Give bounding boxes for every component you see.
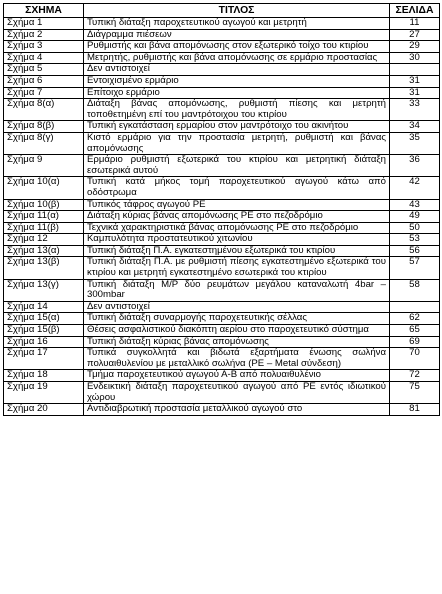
figure-title: Διάγραμμα πιέσεων xyxy=(84,29,390,41)
table-row xyxy=(4,222,440,234)
page-number: 58 xyxy=(390,279,440,301)
figure-title: Ενδεικτική διάταξη παροχετευτικού αγωγού από PE εντός ιδιωτικού χώρου xyxy=(84,382,390,404)
table-row xyxy=(4,29,440,41)
table-row xyxy=(4,325,440,337)
table-row xyxy=(4,41,440,53)
figure-title: Τυπική διάταξη κύριας βάνας απομόνωσης xyxy=(84,336,390,348)
figure-label: Σχήμα 13(α) xyxy=(4,245,84,257)
figure-label: Σχήμα 20 xyxy=(4,404,84,416)
page-number: 27 xyxy=(390,29,440,41)
table-row xyxy=(4,18,440,30)
table-row xyxy=(4,313,440,325)
page-number: 30 xyxy=(390,52,440,64)
page-number: 29 xyxy=(390,41,440,53)
figure-label: Σχήμα 12 xyxy=(4,234,84,246)
table-row xyxy=(4,75,440,87)
figure-label: Σχήμα 18 xyxy=(4,370,84,382)
figure-title: Τυπική διάταξη παροχετευτικού αγωγού και μετρητή xyxy=(84,18,390,30)
figure-label: Σχήμα 17 xyxy=(4,348,84,370)
figure-label: Σχήμα 14 xyxy=(4,301,84,313)
page-number: 49 xyxy=(390,211,440,223)
table-row xyxy=(4,245,440,257)
table-row xyxy=(4,99,440,121)
figure-title: Κιστό ερμάριο για την προστασία μετρητή, ρυθμιστή και βάνας απομόνωσης xyxy=(84,132,390,154)
table-row xyxy=(4,348,440,370)
table-row xyxy=(4,87,440,99)
figure-title: Επίτοιχο ερμάριο xyxy=(84,87,390,99)
figure-label: Σχήμα 4 xyxy=(4,52,84,64)
table-row xyxy=(4,155,440,177)
figure-label: Σχήμα 7 xyxy=(4,87,84,99)
figure-label: Σχήμα 8(γ) xyxy=(4,132,84,154)
figure-label: Σχήμα 11(β) xyxy=(4,222,84,234)
page-number xyxy=(390,301,440,313)
figure-title: Θέσεις ασφαλιστικού διακόπτη αερίου στο παροχετευτικό σύστημα xyxy=(84,325,390,337)
figure-title: Τυπική διάταξη Π.Α. εγκατεστημένου εξωτερικά του κτιρίου xyxy=(84,245,390,257)
figure-label: Σχήμα 15(α) xyxy=(4,313,84,325)
page-number: 31 xyxy=(390,75,440,87)
page-number: 42 xyxy=(390,177,440,199)
figure-label: Σχήμα 8(β) xyxy=(4,121,84,133)
figure-label: Σχήμα 6 xyxy=(4,75,84,87)
figure-title: Τυπική διάταξη συναρμογής παροχετευτικής σέλλας xyxy=(84,313,390,325)
figure-title: Διάταξη κύριας βάνας απομόνωσης PE στο πεζοδρόμιο xyxy=(84,211,390,223)
figure-label: Σχήμα 3 xyxy=(4,41,84,53)
page-number: 31 xyxy=(390,87,440,99)
figure-title: Ερμάριο ρυθμιστή εξωτερικά του κτιρίου και μετρητική διάταξη εσωτερικά αυτού xyxy=(84,155,390,177)
table-row xyxy=(4,382,440,404)
table-row xyxy=(4,234,440,246)
figure-title: Τεχνικά χαρακτηριστικά βάνας απομόνωσης PE στο πεζοδρόμιο xyxy=(84,222,390,234)
figure-title: Τμήμα παροχετευτικού αγωγού Α-Β από πολυαιθυλένιο xyxy=(84,370,390,382)
table-row xyxy=(4,121,440,133)
figure-label: Σχήμα 5 xyxy=(4,64,84,76)
table-row xyxy=(4,199,440,211)
figure-label: Σχήμα 2 xyxy=(4,29,84,41)
figure-title: Διάταξη βάνας απομόνωσης, ρυθμιστή πίεσης και μετρητή τοποθετημένη επί του μαντρότοιχου του κτιρίου xyxy=(84,99,390,121)
figure-label: Σχήμα 16 xyxy=(4,336,84,348)
table-row xyxy=(4,404,440,416)
figure-label: Σχήμα 15(β) xyxy=(4,325,84,337)
figures-index-table xyxy=(3,3,440,416)
figure-label: Σχήμα 1 xyxy=(4,18,84,30)
figure-label: Σχήμα 9 xyxy=(4,155,84,177)
table-row xyxy=(4,336,440,348)
header-row xyxy=(4,4,440,18)
page-number: 65 xyxy=(390,325,440,337)
figure-title: Καμπυλότητα προστατευτικού χιτωνίου xyxy=(84,234,390,246)
figure-title: Μετρητής, ρυθμιστής και βάνα απομόνωσης σε ερμάριο προστασίας xyxy=(84,52,390,64)
page-number: 57 xyxy=(390,257,440,279)
page-number: 50 xyxy=(390,222,440,234)
table-row xyxy=(4,257,440,279)
page-number: 53 xyxy=(390,234,440,246)
header-figure: ΣΧΗΜΑ xyxy=(4,4,84,18)
table-row xyxy=(4,370,440,382)
page-number: 34 xyxy=(390,121,440,133)
header-page: ΣΕΛΙΔΑ xyxy=(390,4,440,18)
figure-title: Τυπική διάταξη Π.Α. με ρυθμιστή πίεσης εγκατεστημένο εξωτερικά του κτιρίου και μετρητή εγκατεστημένο εσωτερικά του κτιρίου xyxy=(84,257,390,279)
figure-title: Αντιδιαβρωτική προστασία μεταλλικού αγωγού στο xyxy=(84,404,390,416)
page-number: 36 xyxy=(390,155,440,177)
figure-label: Σχήμα 10(β) xyxy=(4,199,84,211)
figure-label: Σχήμα 19 xyxy=(4,382,84,404)
figure-title: Εντοιχισμένο ερμάριο xyxy=(84,75,390,87)
table-row xyxy=(4,279,440,301)
figure-label: Σχήμα 8(α) xyxy=(4,99,84,121)
figure-label: Σχήμα 10(α) xyxy=(4,177,84,199)
table-body xyxy=(4,18,440,416)
page-number: 33 xyxy=(390,99,440,121)
figure-title: Τυπικά συγκολλητά και βιδωτά εξαρτήματα ένωσης σωλήνα πολυαιθυλενίου με μεταλλικό σωλήνα (PE – Metal σύνδεση) xyxy=(84,348,390,370)
table-row xyxy=(4,177,440,199)
table-row xyxy=(4,52,440,64)
page-number: 72 xyxy=(390,370,440,382)
page-number: 11 xyxy=(390,18,440,30)
figure-title: Τυπική διάταξη Μ/Ρ δύο ρευμάτων μεγάλου καταναλωτή 4bar – 300mbar xyxy=(84,279,390,301)
page-number: 70 xyxy=(390,348,440,370)
figure-title: Ρυθμιστής και βάνα απομόνωσης στον εξωτερικό τοίχο του κτιρίου xyxy=(84,41,390,53)
table-row xyxy=(4,64,440,76)
table-row xyxy=(4,301,440,313)
page-number: 62 xyxy=(390,313,440,325)
table-row xyxy=(4,132,440,154)
page-number: 81 xyxy=(390,404,440,416)
figure-title: Τυπική εγκατάσταση ερμαρίου στον μαντρότοιχο του ακινήτου xyxy=(84,121,390,133)
page-number: 43 xyxy=(390,199,440,211)
table-row xyxy=(4,211,440,223)
page-number xyxy=(390,64,440,76)
page-number: 56 xyxy=(390,245,440,257)
figure-label: Σχήμα 13(γ) xyxy=(4,279,84,301)
figure-label: Σχήμα 11(α) xyxy=(4,211,84,223)
figure-label: Σχήμα 13(β) xyxy=(4,257,84,279)
page-number: 35 xyxy=(390,132,440,154)
figure-title: Δεν αντιστοιχεί xyxy=(84,301,390,313)
page-number: 69 xyxy=(390,336,440,348)
figure-title: Τυπικός τάφρος αγωγού PE xyxy=(84,199,390,211)
header-title: ΤΙΤΛΟΣ xyxy=(84,4,390,18)
figure-title: Δεν αντιστοιχεί xyxy=(84,64,390,76)
page-number: 75 xyxy=(390,382,440,404)
figure-title: Τυπική κατά μήκος τομή παροχετευτικού αγωγού κάτω από οδόστρωμα xyxy=(84,177,390,199)
